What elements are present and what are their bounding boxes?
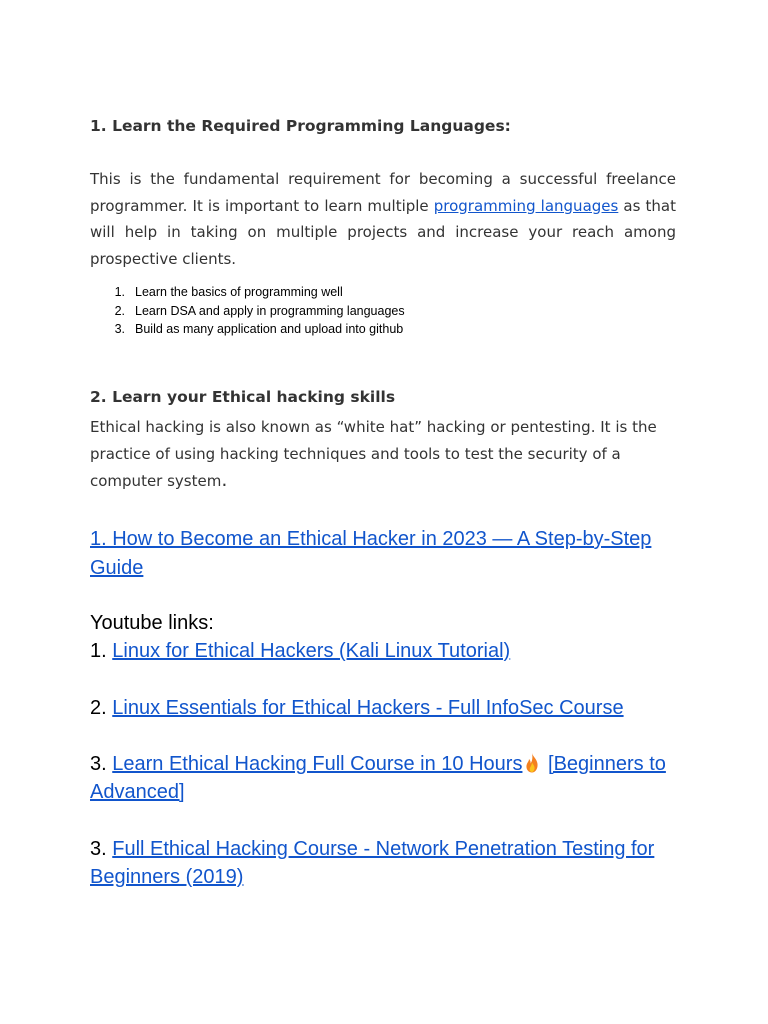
list-item <box>90 320 405 339</box>
youtube-link-prefix: 2. <box>90 697 113 719</box>
youtube-link-row <box>90 835 680 891</box>
section2-paragraph-period: . <box>221 469 228 491</box>
youtube-link-prefix: 3. <box>90 838 113 860</box>
fire-icon <box>524 753 540 773</box>
list-item <box>90 302 405 321</box>
list-item <box>90 283 405 302</box>
list-item-text: Learn the basics of programming well <box>135 285 343 299</box>
youtube-label: Youtube links: <box>90 612 214 634</box>
section1-paragraph-text-end: as that will help in taking on multiple projects and increase your reach among prospective clients. <box>90 196 676 268</box>
youtube-link-prefix: 1. <box>90 640 113 662</box>
steps-list <box>90 283 405 339</box>
youtube-link-row <box>90 750 680 806</box>
section2-paragraph-text: Ethical hacking is also known as “white hat” hacking or pentesting. It is the practice of using hacking techniques and tools to test the security of a computer system <box>90 418 657 490</box>
section2-paragraph <box>90 414 676 495</box>
list-item-number: 1. <box>114 285 125 299</box>
section1-heading: 1. Learn the Required Programming Languages: <box>90 117 511 135</box>
guide-link-block <box>90 525 680 582</box>
list-item-text: Build as many application and upload into github <box>135 322 404 337</box>
ethical-hacker-guide-link[interactable]: 1. How to Become an Ethical Hacker in 2023 — A Step-by-Step Guide <box>90 528 652 579</box>
section2-heading: 2. Learn your Ethical hacking skills <box>90 388 396 406</box>
youtube-link-full-ethical-hacking-course[interactable]: Full Ethical Hacking Course - Network Penetration Testing for Beginners (2019) <box>90 838 655 888</box>
youtube-link-row <box>90 637 680 665</box>
youtube-link-learn-ethical-hacking[interactable] <box>112 753 522 775</box>
youtube-link-row <box>90 694 680 722</box>
section1-paragraph <box>90 166 676 272</box>
youtube-link-linux-essentials[interactable]: Linux Essentials for Ethical Hackers - Full InfoSec Course <box>112 697 624 719</box>
list-item-number: 3. <box>114 322 125 337</box>
youtube-link-linux-ethical-hackers[interactable]: Linux for Ethical Hackers (Kali Linux Tutorial) <box>112 640 511 662</box>
section1-paragraph-text-start: This is the fundamental requirement for becoming a successful freelance programmer. It is important to learn multiple <box>90 170 676 215</box>
programming-languages-link[interactable]: programming languages <box>433 196 619 215</box>
list-item-number: 2. <box>114 303 125 318</box>
youtube-link-learn-ethical-hacking-continued[interactable]: [Beginners to Advanced] <box>90 753 666 803</box>
youtube-link-learn-ethical-hacking-text: Learn Ethical Hacking Full Course in 10 Hours <box>112 753 523 775</box>
youtube-link-prefix: 3. <box>90 753 113 775</box>
list-item-text: Learn DSA and apply in programming languages <box>135 303 405 318</box>
